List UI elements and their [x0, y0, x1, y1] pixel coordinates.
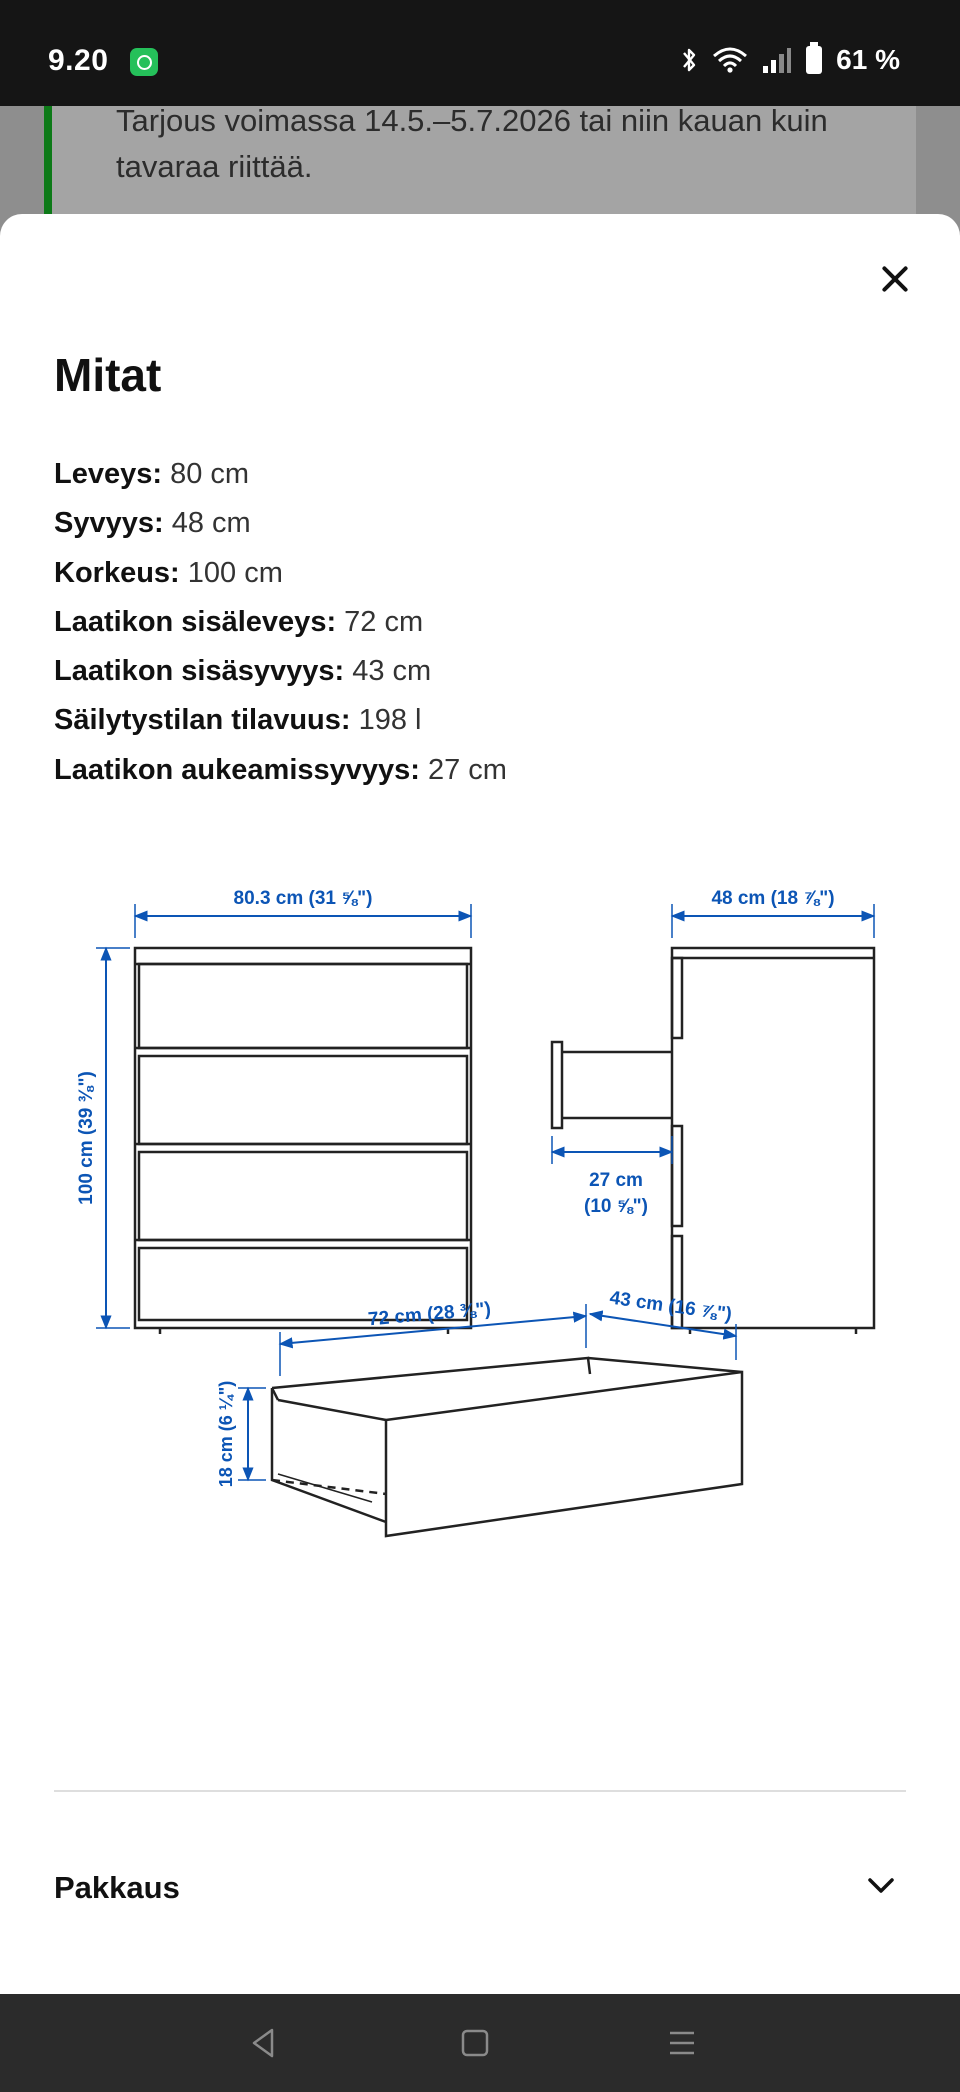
spec-row-drawer-inner-depth — [54, 647, 914, 696]
background-page — [0, 103, 960, 226]
offer-text: Tarjous voimassa 14.5.–5.7.2026 tai niin kauan kuin tavaraa riittää. — [116, 103, 828, 184]
home-icon[interactable] — [450, 2020, 498, 2066]
spec-label: Laatikon aukeamissyvyys: — [54, 753, 420, 786]
status-bar — [0, 0, 960, 106]
spec-value: 48 cm — [163, 507, 251, 540]
spec-label: Laatikon sisäleveys: — [54, 605, 337, 638]
opening-depth-label: 27 cm — [589, 1170, 643, 1191]
drawer-depth-label: 43 cm (16 ⅞") — [608, 1287, 734, 1326]
spec-row-width — [54, 450, 914, 499]
divider — [54, 1790, 906, 1792]
height-dimension-label: 100 cm (39 ⅜") — [76, 1071, 97, 1205]
whatsapp-notification-icon — [130, 48, 158, 76]
back-icon[interactable] — [240, 2020, 288, 2066]
bluetooth-icon — [680, 45, 698, 75]
opening-depth-inch-label: (10 ⅝") — [584, 1196, 648, 1217]
battery-icon — [806, 46, 822, 74]
navigation-bar — [0, 1994, 960, 2092]
front-view — [135, 948, 471, 1334]
accordion-label: Pakkaus — [54, 1870, 180, 1905]
status-icons — [680, 44, 900, 76]
spec-list — [54, 450, 914, 795]
spec-row-drawer-inner-width — [54, 598, 914, 647]
spec-value: 43 cm — [344, 655, 432, 688]
depth-dimension-label: 48 cm (18 ⅞") — [711, 888, 835, 909]
drawer-view — [272, 1358, 742, 1536]
spec-value: 198 l — [350, 704, 422, 737]
spec-label: Laatikon sisäsyvyys: — [54, 655, 345, 688]
spec-value: 80 cm — [162, 458, 250, 490]
wifi-icon — [712, 46, 748, 74]
spec-label: Leveys: — [54, 458, 163, 490]
spec-row-drawer-opening-depth — [54, 746, 914, 795]
recent-apps-icon[interactable] — [658, 2020, 706, 2066]
spec-row-depth — [54, 499, 914, 548]
spec-row-height — [54, 549, 914, 598]
status-time: 9.20 — [48, 44, 109, 77]
spec-value: 72 cm — [336, 605, 424, 638]
battery-percentage: 61 % — [836, 44, 900, 75]
spec-label: Säilytystilan tilavuus: — [54, 704, 351, 737]
spec-row-storage-volume — [54, 696, 914, 745]
signal-icon — [762, 46, 792, 74]
drawer-width-label: 72 cm (28 ⅜") — [367, 1298, 492, 1331]
dimensions-sheet — [0, 214, 960, 1994]
chevron-down-icon — [866, 1876, 896, 1896]
spec-value: 100 cm — [179, 556, 283, 589]
spec-label: Korkeus: — [54, 556, 180, 589]
width-dimension-label: 80.3 cm (31 ⅝") — [233, 888, 373, 909]
spec-label: Syvyys: — [54, 507, 164, 540]
side-view — [552, 948, 874, 1334]
spec-value: 27 cm — [419, 753, 507, 786]
drawer-height-label: 18 cm (6 ¼") — [216, 1380, 236, 1488]
sheet-title: Mitat — [54, 349, 162, 401]
packaging-accordion[interactable] — [54, 1854, 906, 1934]
close-button[interactable] — [870, 254, 920, 304]
dimension-diagram — [60, 874, 920, 1594]
